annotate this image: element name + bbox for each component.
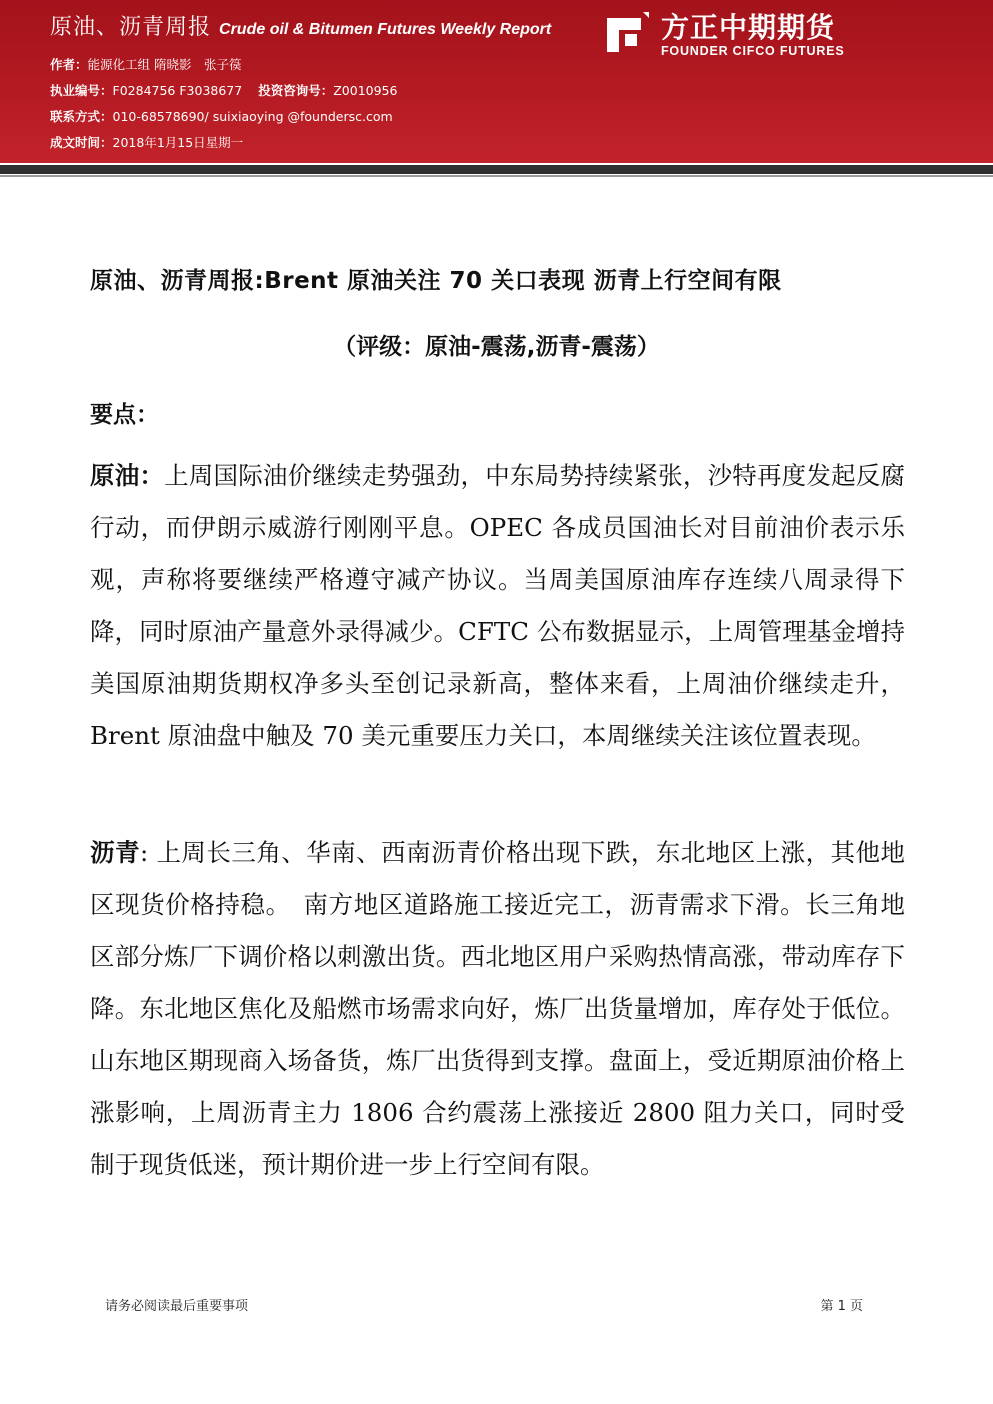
- license-label: 执业编号：: [50, 83, 113, 98]
- founder-logo-icon: [603, 8, 651, 56]
- license-value: F0284756 F3038677: [112, 83, 243, 98]
- company-logo: [603, 6, 863, 62]
- report-title-cn: 原油、沥青周报: [50, 15, 212, 40]
- footer-notice: 请务必阅读最后重要事项: [105, 1299, 249, 1314]
- crude-oil-label: 原油：: [90, 461, 165, 490]
- asphalt-paragraph: [90, 827, 905, 1191]
- header-divider-thin: [0, 175, 993, 177]
- contact-value: 010-68578690/ suixiaoying @foundersc.com: [112, 109, 393, 124]
- document-rating: （评级：原油-震荡,沥青-震荡）: [333, 334, 660, 360]
- contact-line: [50, 107, 393, 125]
- key-points-heading: 要点：: [90, 402, 159, 428]
- author-label: 作者：: [50, 57, 88, 72]
- date-line: [50, 133, 243, 151]
- date-label: 成文时间：: [50, 135, 113, 150]
- logo-name-en: FOUNDER CIFCO FUTURES: [661, 44, 845, 58]
- header-divider: [0, 165, 993, 174]
- report-header: [0, 0, 993, 163]
- report-title-row: [50, 10, 551, 46]
- crude-oil-paragraph: [90, 450, 905, 762]
- document-title: 原油、沥青周报:Brent 原油关注 70 关口表现 沥青上行空间有限: [90, 268, 782, 294]
- logo-name-cn: 方正中期期货: [661, 11, 836, 44]
- consult-value: Z0010956: [333, 83, 398, 98]
- author-line: [50, 55, 242, 73]
- contact-label: 联系方式：: [50, 109, 113, 124]
- report-title-en: Crude oil & Bitumen Futures Weekly Report: [219, 21, 552, 38]
- asphalt-label: 沥青: [90, 838, 140, 867]
- page-number: 第 1 页: [820, 1299, 863, 1314]
- license-line: [50, 81, 397, 99]
- crude-oil-text: 上周国际油价继续走势强劲，中东局势持续紧张，沙特再度发起反腐行动，而伊朗示威游行刚刚平息。OPEC 各成员国油长对目前油价表示乐观，声称将要继续严格遵守减产协议。当周美国原油库存连续八周录得下降，同时原油产量意外录得减少。CFTC 公布数据显示，上周管理基金增持美国原油期货期权净多头至创记录新高，整体来看，上周油价继续走升，Brent 原油盘中触及 70 美元重要压力关口，本周继续关注该位置表现。: [90, 461, 905, 750]
- date-value: 2018年1月15日星期一: [112, 135, 244, 150]
- author-value: 能源化工组 隋晓影 张子篌: [87, 57, 242, 72]
- asphalt-text: : 上周长三角、华南、西南沥青价格出现下跌，东北地区上涨，其他地区现货价格持稳。 南方地区道路施工接近完工，沥青需求下滑。长三角地区部分炼厂下调价格以刺激出货。西北地区用户采购热情高涨，带动库存下降。东北地区焦化及船燃市场需求向好，炼厂出货量增加，库存处于低位。山东地区期现商入场备货，炼厂出货得到支撑。盘面上，受近期原油价格上涨影响，上周沥青主力 1806 合约震荡上涨接近 2800 阻力关口，同时受制于现货低迷，预计期价进一步上行空间有限。: [90, 838, 905, 1179]
- consult-label: 投资咨询号：: [258, 83, 334, 98]
